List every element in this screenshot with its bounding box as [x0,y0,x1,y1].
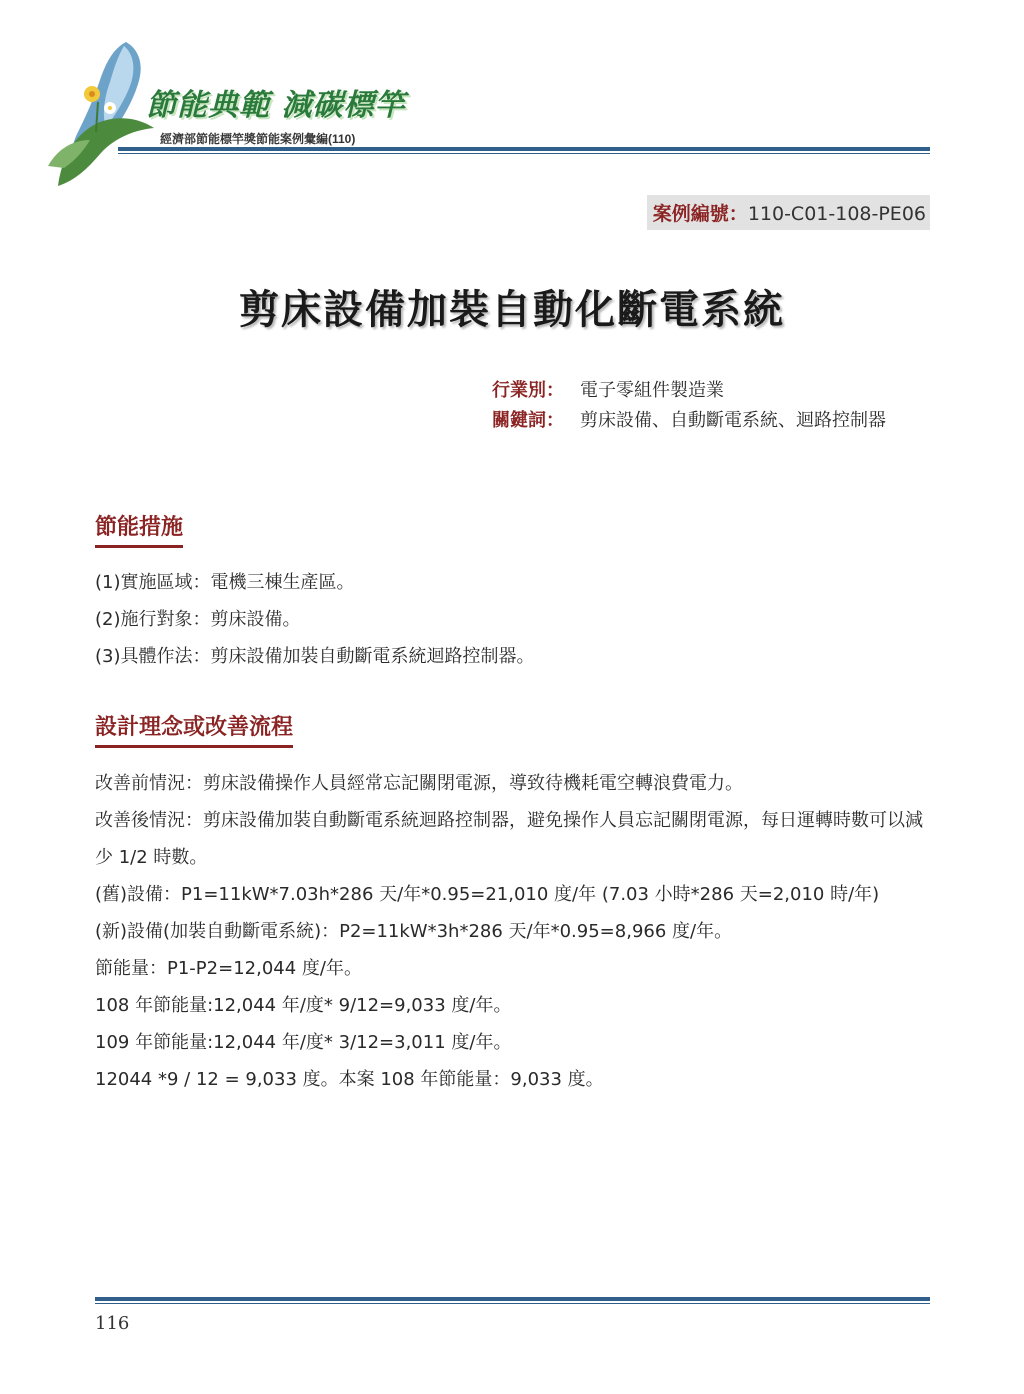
case-number-label: 案例編號： [652,203,748,225]
industry-label: 行業別： [492,380,564,401]
industry-value: 電子零組件製造業 [580,380,724,401]
keywords-row [492,406,920,436]
section-heading-design: 設計理念或改善流程 [95,710,293,748]
header-rule-thin [118,153,930,154]
paragraph: 108 年節能量:12,044 年/度* 9/12=9,033 度/年。 [95,995,512,1016]
keywords-value: 剪床設備、自動斷電系統、迴路控制器 [580,410,886,431]
paragraph: 節能量：P1-P2=12,044 度/年。 [95,958,362,979]
footer-rule-thin [95,1303,930,1304]
list-item: (2)施行對象：剪床設備。 [95,609,301,630]
design-body [95,765,935,1098]
paragraph: 改善後情況：剪床設備加裝自動斷電系統迴路控制器，避免操作人員忘記關閉電源，每日運轉時數可以減少 1/2 時數。 [95,810,923,868]
page-number: 116 [95,1313,130,1334]
list-item: (1)實施區域：電機三棟生產區。 [95,572,355,593]
case-number-value: 110-C01-108-PE06 [747,203,926,225]
paragraph: 109 年節能量:12,044 年/度* 3/12=3,011 度/年。 [95,1032,512,1053]
paragraph: 12044 *9 / 12 = 9,033 度。本案 108 年節能量：9,033 度。 [95,1069,604,1090]
case-number-box [647,195,930,230]
footer-rule [95,1297,930,1301]
keywords-label: 關鍵詞： [492,410,564,431]
case-meta [492,376,920,436]
page-title: 剪床設備加裝自動化斷電系統 [239,287,785,333]
paragraph: (新)設備(加裝自動斷電系統)：P2=11kW*3h*286 天/年*0.95=8,966 度/年。 [95,921,733,942]
header-rule [118,147,930,151]
header-subtitle: 經濟部節能標竿獎節能案例彙編(110) [160,132,356,146]
measures-list [95,564,535,675]
paragraph: 改善前情況：剪床設備操作人員經常忘記關閉電源，導致待機耗電空轉浪費電力。 [95,773,743,794]
header-title: 節能典範 減碳標竿 [146,88,406,123]
industry-row [492,376,920,406]
section-heading-measures: 節能措施 [95,510,183,548]
paragraph: (舊)設備：P1=11kW*7.03h*286 天/年*0.95=21,010 度/年 (7.03 小時*286 天=2,010 時/年) [95,884,880,905]
list-item: (3)具體作法：剪床設備加裝自動斷電系統迴路控制器。 [95,646,535,667]
